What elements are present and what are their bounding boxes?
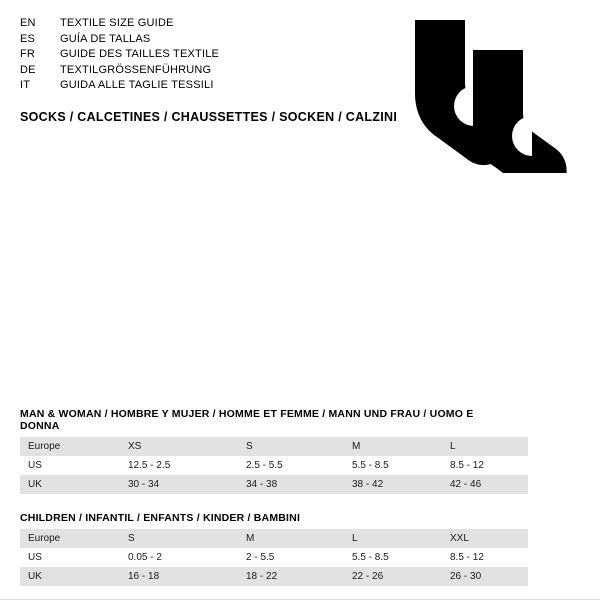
table-cell: S	[238, 437, 344, 456]
table-cell: 34 - 38	[238, 475, 344, 494]
table-cell: 30 - 34	[120, 475, 238, 494]
children-table-caption: CHILDREN / INFANTIL / ENFANTS / KINDER / BAMBINI	[20, 512, 301, 524]
table-cell: 22 - 26	[344, 567, 442, 586]
table-row	[20, 548, 528, 567]
language-row-it	[20, 78, 390, 94]
table-row	[20, 437, 528, 456]
table-cell: Europe	[20, 529, 120, 548]
language-code: DE	[20, 63, 36, 76]
language-row-en	[20, 16, 390, 32]
table-cell: L	[442, 437, 528, 456]
table-cell: L	[344, 529, 442, 548]
product-title: SOCKS / CALCETINES / CHAUSSETTES / SOCKEN / CALZINI	[20, 110, 398, 124]
socks-illustration	[405, 18, 580, 173]
language-row-fr	[20, 47, 390, 63]
table-cell: UK	[20, 475, 120, 494]
table-row	[20, 529, 528, 548]
table-row	[20, 456, 528, 475]
table-cell: UK	[20, 567, 120, 586]
table-cell: 38 - 42	[344, 475, 442, 494]
table-cell: 18 - 22	[238, 567, 344, 586]
table-cell: XS	[120, 437, 238, 456]
table-row	[20, 475, 528, 494]
table-cell: XXL	[442, 529, 528, 548]
table-cell: 12.5 - 2.5	[120, 456, 238, 475]
table-cell: 8.5 - 12	[442, 548, 528, 567]
table-cell: US	[20, 548, 120, 567]
language-code: EN	[20, 17, 36, 29]
language-label: TEXTILGRÖSSENFÜHRUNG	[60, 63, 212, 76]
table-row	[20, 567, 528, 586]
adult-size-table	[20, 437, 528, 494]
table-cell: M	[344, 437, 442, 456]
table-cell: 5.5 - 8.5	[344, 456, 442, 475]
language-row-es	[20, 32, 390, 48]
table-cell: 26 - 30	[442, 567, 528, 586]
table-cell: 5.5 - 8.5	[344, 548, 442, 567]
table-cell: S	[120, 529, 238, 548]
table-cell: 2 - 5.5	[238, 548, 344, 567]
table-cell: Europe	[20, 437, 120, 456]
children-size-table	[20, 529, 528, 586]
table-cell: 16 - 18	[120, 567, 238, 586]
adult-table-caption: MAN & WOMAN / HOMBRE Y MUJER / HOMME ET FEMME / MANN UND FRAU / UOMO E DONNA	[20, 408, 474, 432]
table-cell: 2.5 - 5.5	[238, 456, 344, 475]
children-size-table-block	[20, 512, 488, 586]
table-cell: 0.05 - 2	[120, 548, 238, 567]
table-cell: 8.5 - 12	[442, 456, 528, 475]
language-label: TEXTILE SIZE GUIDE	[60, 17, 174, 29]
language-row-de	[20, 63, 390, 79]
language-label: GUÍA DE TALLAS	[60, 32, 151, 45]
language-list	[20, 16, 390, 94]
adult-size-table-block	[20, 408, 488, 494]
language-label: GUIDE DES TAILLES TEXTILE	[60, 48, 220, 60]
language-label: GUIDA ALLE TAGLIE TESSILI	[60, 79, 214, 91]
language-code: FR	[20, 48, 36, 60]
table-cell: M	[238, 529, 344, 548]
table-cell: 42 - 46	[442, 475, 528, 494]
language-code: ES	[20, 32, 36, 45]
language-code: IT	[20, 79, 31, 91]
table-cell: US	[20, 456, 120, 475]
